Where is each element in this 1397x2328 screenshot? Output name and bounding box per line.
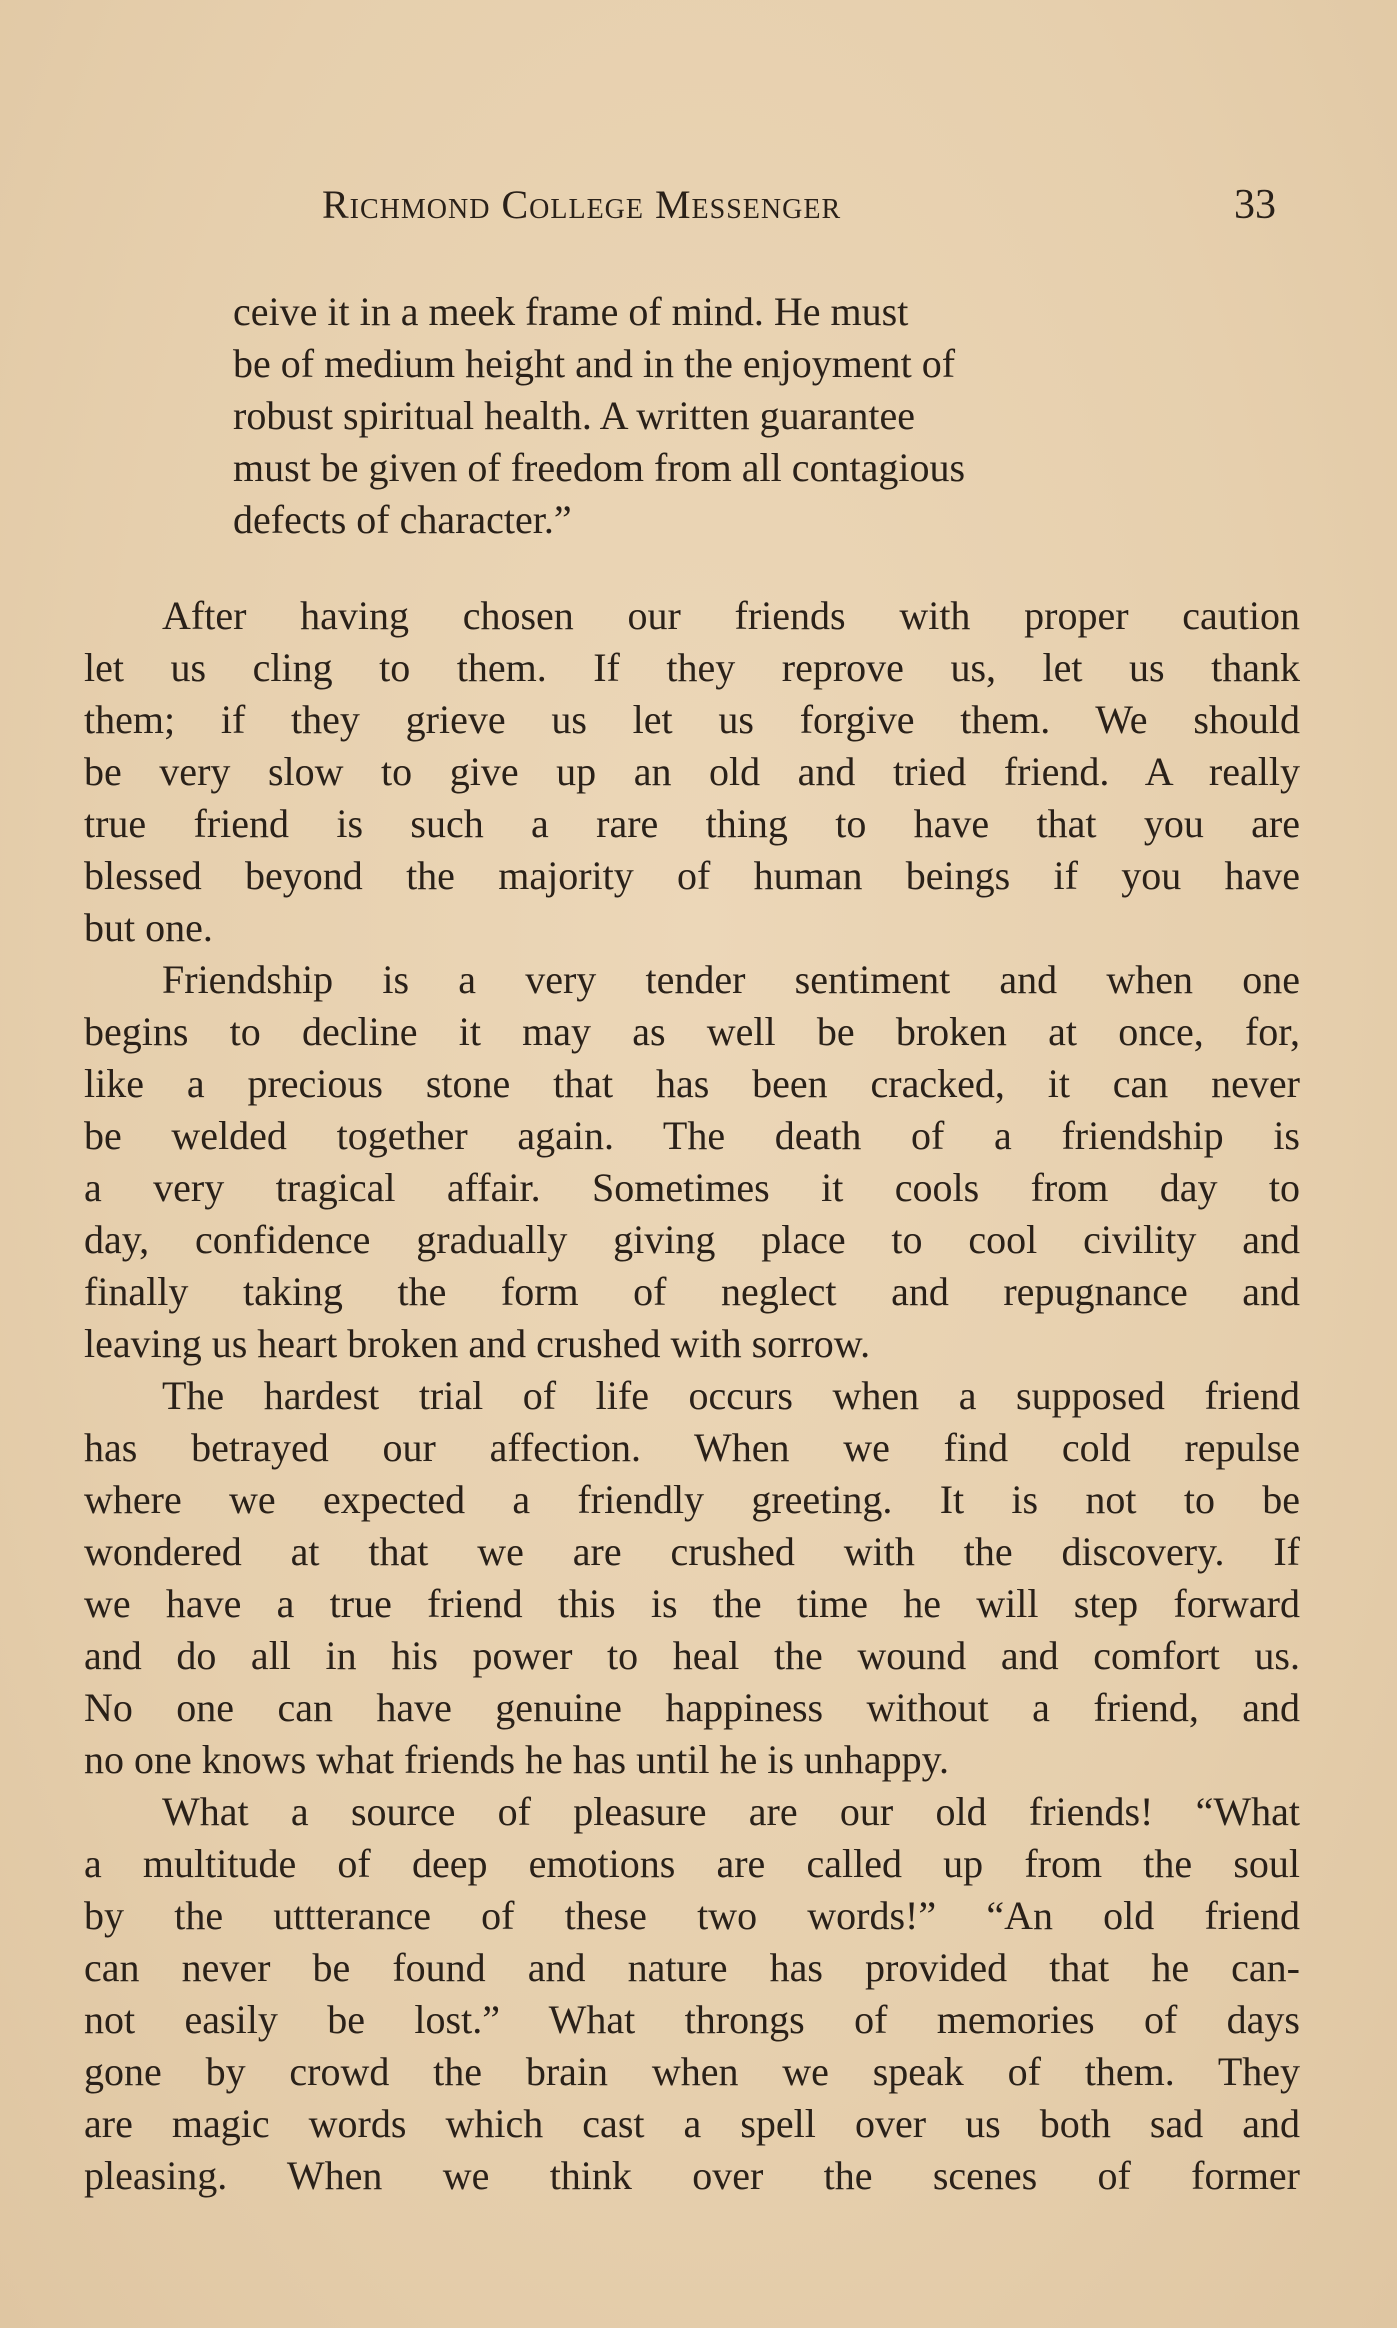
text-line: wondered at that we are crushed with the discovery. If xyxy=(84,1529,1300,1574)
text-line: a multitude of deep emotions are called up from the soul xyxy=(84,1841,1300,1886)
text-line: but one. xyxy=(84,905,213,950)
text-line: and do all in his power to heal the wound and comfort us. xyxy=(84,1633,1300,1678)
running-title xyxy=(322,178,1042,232)
running-title-text: Richmond College Messenger xyxy=(322,182,842,227)
text-line: gone by crowd the brain when we speak of them. They xyxy=(84,2049,1300,2094)
text-line: day, confidence gradually giving place to cool civility and xyxy=(84,1217,1300,1262)
text-line: we have a true friend this is the time he will step forward xyxy=(84,1581,1300,1626)
quote-line: be of medium height and in the enjoyment of xyxy=(233,341,956,386)
quote-block xyxy=(233,286,1193,546)
paragraph xyxy=(84,1786,1300,2202)
page-number: 33 xyxy=(1234,182,1276,228)
text-line: begins to decline it may as well be broken at once, for, xyxy=(84,1009,1300,1054)
text-line: by the uttterance of these two words!” “An old friend xyxy=(84,1893,1300,1938)
text-line: be very slow to give up an old and tried friend. A really xyxy=(84,749,1300,794)
text-line: a very tragical affair. Sometimes it cools from day to xyxy=(84,1165,1300,1210)
text-line: No one can have genuine happiness without a friend, and xyxy=(84,1685,1300,1730)
text-line: pleasing. When we think over the scenes of former xyxy=(84,2153,1300,2198)
text-line: where we expected a friendly greeting. It is not to be xyxy=(84,1477,1300,1522)
paragraph xyxy=(84,1370,1300,1786)
text-line: finally taking the form of neglect and repugnance and xyxy=(84,1269,1300,1314)
text-line: has betrayed our affection. When we find cold repulse xyxy=(84,1425,1300,1470)
paragraph xyxy=(84,590,1300,954)
text-line: What a source of pleasure are our old friends! “What xyxy=(162,1789,1300,1834)
body-text xyxy=(84,590,1300,2202)
text-line: let us cling to them. If they reprove us, let us thank xyxy=(84,645,1300,690)
quote-line: must be given of freedom from all contagious xyxy=(233,445,966,490)
text-line: blessed beyond the majority of human beings if you have xyxy=(84,853,1300,898)
quote-line: defects of character.” xyxy=(233,497,572,542)
text-line: After having chosen our friends with proper caution xyxy=(162,593,1300,638)
text-line: The hardest trial of life occurs when a supposed friend xyxy=(162,1373,1300,1418)
text-line: Friendship is a very tender sentiment and when one xyxy=(162,957,1300,1002)
paragraph xyxy=(84,954,1300,1370)
quote-line: robust spiritual health. A written guarantee xyxy=(233,393,916,438)
text-line: can never be found and nature has provided that he can- xyxy=(84,1945,1300,1990)
text-line: be welded together again. The death of a friendship is xyxy=(84,1113,1300,1158)
text-line: like a precious stone that has been cracked, it can never xyxy=(84,1061,1300,1106)
text-line: leaving us heart broken and crushed with sorrow. xyxy=(84,1321,871,1366)
text-line: are magic words which cast a spell over us both sad and xyxy=(84,2101,1300,2146)
quote-line: ceive it in a meek frame of mind. He must xyxy=(233,289,909,334)
text-line: not easily be lost.” What throngs of memories of days xyxy=(84,1997,1300,2042)
text-line: no one knows what friends he has until he is unhappy. xyxy=(84,1737,950,1782)
text-line: them; if they grieve us let us forgive them. We should xyxy=(84,697,1300,742)
text-line: true friend is such a rare thing to have that you are xyxy=(84,801,1300,846)
